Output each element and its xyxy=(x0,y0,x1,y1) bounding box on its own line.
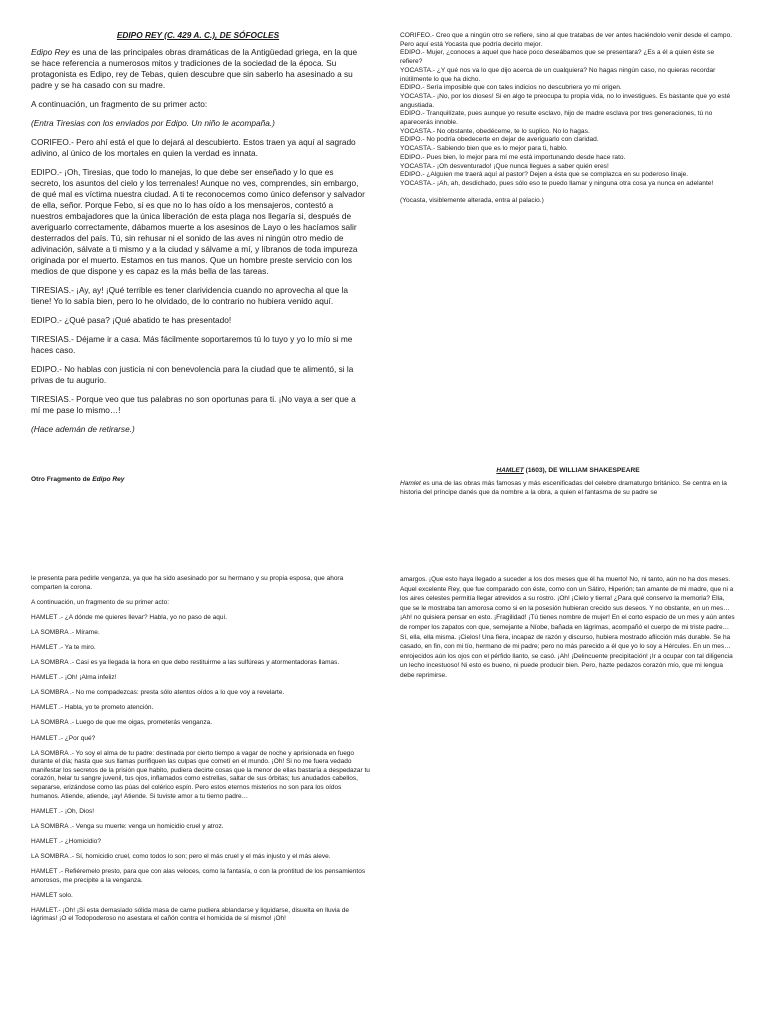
hamlet-paragraph: HAMLET .- ¡Oh, Dios! xyxy=(31,807,95,815)
stage-direction xyxy=(31,424,365,435)
dialogue-line: YOCASTA.- ¿Y qué nos va lo que dijo acerca de un cualquiera? No hagas ningún caso, no quieras recordar inútilmente lo que ha dicho. xyxy=(400,66,716,83)
other-fragment-heading xyxy=(31,476,124,483)
hamlet-paragraph: LA SOMBRA .- Venga su muerte: venga un homicidio cruel y atroz. xyxy=(31,822,224,830)
hamlet-paragraph: LA SOMBRA .- Mírame. xyxy=(31,628,100,636)
dialogue-line: YOCASTA.- Sabiendo bien que es lo mejor para ti, hablo. xyxy=(400,145,568,153)
hamlet-section xyxy=(400,466,736,497)
left-column xyxy=(31,30,365,443)
bottom-page xyxy=(0,565,768,1024)
dialogue-line: TIRESIAS.- Porque veo que tus palabras no son oportunas para ti. ¡No vaya a ser que a mí me pase lo mismo…! xyxy=(31,394,356,415)
dialogue-line: CORIFEO.- Creo que a ningún otro se refiere, sino al que tratabas de ver antes haciéndolo venir desde el campo. Pero aquí está Yocasta que podría decirlo mejor. xyxy=(400,32,733,48)
hamlet-paragraph: le presenta para pedirle venganza, ya que ha sido asesinado por su hermano y su propia esposa, que ahora comparten la corona. xyxy=(31,575,344,591)
hamlet-intro-text: es una de las obras más famosas y más escenificadas del celebre dramaturgo británico. Se centra en la historia del príncipe danés que da nombre a la obra, a quien el fantasma de su padre se xyxy=(400,480,727,496)
dialogue-line: YOCASTA.- ¡Oh desventurado! ¡Que nunca llegues a saber quién eres! xyxy=(400,162,609,170)
hamlet-title-rest: (1603), DE WILLIAM SHAKESPEARE xyxy=(523,467,640,474)
hamlet-paragraph: HAMLET .- ¡Oh! ¡Alma infeliz! xyxy=(31,674,117,682)
edipo-rey-intro-title: Edipo Rey xyxy=(31,47,70,57)
hamlet-paragraph: HAMLET .- ¿A dónde me quieres llevar? Habla, yo no paso de aquí. xyxy=(31,613,228,621)
fragment-intro: A continuación, un fragmento de su primer acto: xyxy=(31,99,208,109)
edipo-rey-intro-text: es una de las principales obras dramáticas de la Antigüedad griega, en la que se hace referencia a numerosos mitos y tradiciones de la sociedad de la época. Su protagonista es Edipo, rey de Tebas, quien descubre que sin saberlo ha asesinado a su padre y se ha casado con su madre. xyxy=(31,47,358,90)
hamlet-title-name: HAMLET xyxy=(496,467,524,474)
dialogue-line: YOCASTA.- No obstante, obedéceme, te lo suplico. No lo hagas. xyxy=(400,127,590,135)
dialogue-line: EDIPO.- Sería imposible que con tales indicios no descubriera yo mi origen. xyxy=(400,84,622,92)
dialogue-line: EDIPO.- ¡Oh, Tiresias, que todo lo manejas, lo que debe ser enseñado y lo que es secreto, los asuntos del cielo y los terrenales! Aunque no ves, comprendes, sin embargo, de qué mal es víctima nuestra ciudad. A ti te reconocemos como único defensor y salvador de ella, señor. Porque Febo, si es que no lo has oído a los mensajeros, contestó a nuestros embajadores que la única liberación de esta plaga nos llegaría si, después de averiguarlo correctamente, dábamos muerte a los asesinos de Layo o les hacíamos salir desterrados del país. Tú, sin rehusar ni el sonido de las aves ni ningún otro medio de adivinación, sálvate a ti mismo y a la ciudad y sálvame a mí, y líbranos de toda impureza originada por el muerto. Estamos en tus manos. Que un hombre preste servicio con los medios de que dispone y es capaz es la más bella de las tareas. xyxy=(31,167,365,276)
dialogue-line: EDIPO.- Mujer, ¿conoces a aquel que hace poco deseábamos que se presentara? ¿Es a él a quien éste se refiere? xyxy=(400,49,715,66)
other-fragment-prefix: Otro Fragmento de xyxy=(31,476,93,483)
hamlet-intro xyxy=(400,479,736,497)
dialogue-line: CORIFEO.- Pero ahí está el que lo dejará al descubierto. Estos traen ya aquí al sagrado adivino, al único de los mortales en quien la verdad es innata. xyxy=(31,137,356,158)
hamlet-paragraph: HAMLET .- ¿Homicidio? xyxy=(31,837,101,845)
right-column xyxy=(400,32,736,205)
hamlet-paragraph: HAMLET .- Refiéremelo presto, para que con alas veloces, como la fantasía, o con la prontitud de los pensamientos amorosos, me precipite a la venganza. xyxy=(31,868,366,884)
hamlet-paragraph: A continuación, un fragmento de su primer acto: xyxy=(31,598,170,606)
dialogue-line: TIRESIAS.- ¡Ay, ay! ¡Qué terrible es tener clarividencia cuando no aprovecha al que la tiene! Yo lo sabía bien, pero lo he olvidado, de lo contrario no hubiera venido aquí. xyxy=(31,285,348,306)
other-fragment-title: Edipo Rey xyxy=(92,476,125,483)
hamlet-paragraph: HAMLET .- Ya te miro. xyxy=(31,643,96,651)
dialogue-line: EDIPO.- Pues bien, lo mejor para mí me está importunando desde hace rato. xyxy=(400,153,626,161)
edipo-rey-title: EDIPO REY (C. 429 A. C.), DE SÓFOCLES xyxy=(116,30,280,40)
hamlet-paragraph: HAMLET .- ¿Por qué? xyxy=(31,734,96,742)
edipo-rey-intro xyxy=(31,47,365,91)
bottom-left-column xyxy=(31,575,371,931)
hamlet-paragraph: LA SOMBRA .- Casi es ya llegada la hora en que debo restituirme a las sulfúreas y atormentadoras llamas. xyxy=(31,659,340,667)
bottom-right-column xyxy=(400,575,736,681)
hamlet-paragraph: HAMLET .- Habla, yo te prometo atención. xyxy=(31,704,154,712)
hamlet-paragraph: HAMLET.- ¡Oh! ¡Si esta demasiado sólida masa de carne pudiera ablandarse y liquidarse, disuelta en lluvia de lágrimas! ¡O el Todopoderoso no asestara el cañón contra el homicida de sí mismo! ¡Oh! xyxy=(31,906,349,923)
hamlet-paragraph: LA SOMBRA .- Yo soy el alma de tu padre: destinada por cierto tiempo a vagar de noche y aprisionada en fuego durante el día; hasta que sus llamas purifiquen las culpas que cometí en el mundo. ¡Oh! Si no me fuera vedado manifestar los secretos de la prisión que habito, pudiera decirte cosas que la menor de ellas bastaría a despedazar tu corazón, helar tu sangre juvenil, tus ojos, inflamados como estrellas, saltar de sus órbitas; tus anudados cabellos, separarse, erizándose como las púas del colérico espín. Pero estos eternos misterios no son para los oídos humanos. Atiende, atiende, ¡ay! Atiende. Si tuviste amor a tu tierno padre… xyxy=(31,749,370,800)
hamlet-monologue: amargos. ¡Que esto haya llegado a suceder a los dos meses que él ha muerto! No, ni tanto, aún no ha dos meses. Aquel excelente Rey, que fue comparado con éste, como con un Sátiro, Hiperión; tan amante de mi madre, que ni a los aires celestes permitía llegar atrevidos a su rostro. ¡Oh! ¡Cielo y tierra! ¿Para qué conservo la memoria? Ella, que se le mostraba tan amorosa como si en la posesión hubieran crecido sus deseos. Y no obstante, en un mes… ¡Ah! no quisiera pensar en esto. ¡Fragilidad! ¡Tú tienes nombre de mujer! En el corto espacio de un mes y aún antes de romper los zapatos con que, semejante a Níobe, bañada en lágrimas, acompañó el cuerpo de mi triste padre… Sí, ella, ella misma. ¡Cielos! Una fiera, incapaz de razón y discurso, hubiera mostrado aflicción más durable. Se ha casado, en fin, con mi tío, hermano de mi padre; pero no más parecido a él que yo lo soy a Hércules. En un mes… enrojecidos aún los ojos con el pérfido llanto, se casó. ¡Ah! ¡Delincuente precipitación! ¡Ir a ocupar con tal diligencia un lecho incestuoso! Ni esto es bueno, ni puede producir bien. Pero, hazte pedazos corazón mío, que mi lengua debe reprimirse. xyxy=(400,576,735,679)
dialogue-line: EDIPO.- ¿Alguien me traerá aquí al pastor? Dejen a ésta que se complazca en su poderoso linaje. xyxy=(400,171,689,179)
dialogue-line: YOCASTA.- ¡No, por los dioses! Si en algo te preocupa tu propia vida, no lo investigues. Es bastante que yo esté angustiada. xyxy=(400,92,731,109)
dialogue-line: EDIPO.- No podría obedecerte en dejar de averiguarlo con claridad. xyxy=(400,136,599,144)
dialogue-line: YOCASTA.- ¡Ah, ah, desdichado, pues sólo eso te puedo llamar y ninguna otra cosa ya nunca en adelante! xyxy=(400,179,714,187)
dialogue-line: EDIPO.- Tranquilízate, pues aunque yo resulte esclavo, hijo de madre esclava por tres generaciones, tú no aparecerás innoble. xyxy=(400,110,713,127)
hamlet-intro-title: Hamlet xyxy=(400,480,421,487)
hamlet-paragraph: HAMLET solo. xyxy=(31,891,73,899)
dialogue-line: TIRESIAS.- Déjame ir a casa. Más fácilmente soportaremos tú lo tuyo y yo lo mío si me haces caso. xyxy=(31,334,353,355)
stage-direction-text: (Hace ademán de retirarse.) xyxy=(31,424,135,434)
hamlet-paragraph: LA SOMBRA .- No me compadezcas: presta sólo atentos oídos a lo que voy a revelarte. xyxy=(31,689,285,697)
dialogue-line: EDIPO.- No hablas con justicia ni con benevolencia para la ciudad que te alimentó, si la privas de tu augurio. xyxy=(31,364,354,385)
hamlet-title xyxy=(400,466,736,475)
hamlet-paragraph: LA SOMBRA .- Sí, homicidio cruel, como todos lo son; pero el más cruel y el más injusto y el más aleve. xyxy=(31,852,331,860)
stage-direction-text: (Entra Tiresias con los enviados por Edipo. Un niño le acompaña.) xyxy=(31,118,275,128)
stage-direction xyxy=(31,118,365,129)
stage-direction: (Yocasta, visiblemente alterada, entra al palacio.) xyxy=(400,196,544,204)
hamlet-paragraph: LA SOMBRA .- Luego de que me oigas, prometerás venganza. xyxy=(31,719,213,727)
dialogue-line: EDIPO.- ¿Qué pasa? ¡Qué abatido te has presentado! xyxy=(31,315,232,325)
